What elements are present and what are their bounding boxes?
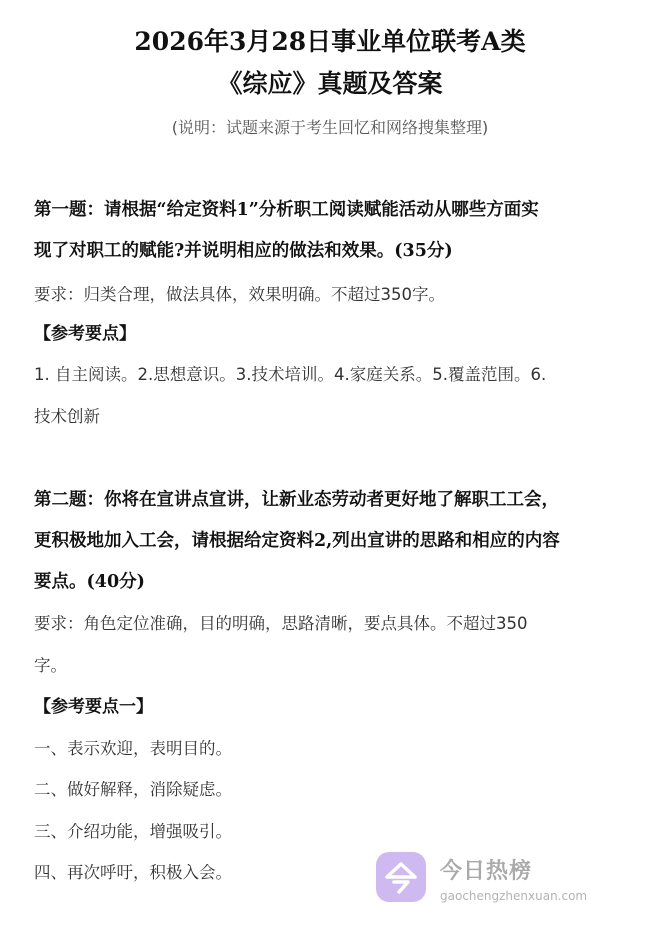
document-title-line1: 2026年3月28日事业单位联考A类 — [134, 27, 526, 56]
question-1-line1: 第一题：请根据“给定资料1”分析职工阅读赋能活动从哪些方面实 — [34, 200, 539, 220]
watermark-brand-name: 今日热榜 — [440, 859, 533, 884]
reference-point: 三、介绍功能，增强吸引。 — [34, 822, 232, 841]
question-2-reference-heading: 【参考要点一】 — [34, 697, 153, 717]
reference-point: 二、做好解释，消除疑虑。 — [34, 780, 232, 799]
question-1-reference-line1: 1. 自主阅读。2.思想意识。3.技术培训。4.家庭关系。5.覆盖范围。6. — [34, 365, 547, 384]
source-note: (说明：试题来源于考生回忆和网络搜集整理) — [171, 118, 489, 137]
question-1-reference-heading: 【参考要点】 — [34, 324, 136, 344]
question-2-line3: 要点。(40分) — [34, 572, 145, 592]
question-2-line1: 第二题：你将在宣讲点宣讲，让新业态劳动者更好地了解职工工会， — [34, 490, 559, 510]
question-2-requirement-line2: 字。 — [34, 656, 67, 675]
document-title-line2: 《综应》真题及答案 — [217, 69, 443, 98]
brand-logo-icon — [376, 852, 426, 902]
question-1-requirement: 要求：归类合理，做法具体，效果明确。不超过350字。 — [34, 285, 445, 304]
reference-point: 一、表示欢迎，表明目的。 — [34, 739, 232, 758]
question-1-reference-line2: 技术创新 — [34, 407, 100, 426]
question-1-line2: 现了对职工的赋能?并说明相应的做法和效果。(35分) — [34, 241, 453, 261]
reference-point: 四、再次呼吁，积极入会。 — [34, 863, 232, 882]
watermark-url: gaochengzhenxuan.com — [440, 889, 588, 903]
question-2-requirement-line1: 要求：角色定位准确，目的明确，思路清晰，要点具体。不超过350 — [34, 614, 528, 633]
watermark-logo — [376, 852, 426, 902]
question-2-line2: 更积极地加入工会，请根据给定资料2,列出宣讲的思路和相应的内容 — [34, 531, 560, 551]
